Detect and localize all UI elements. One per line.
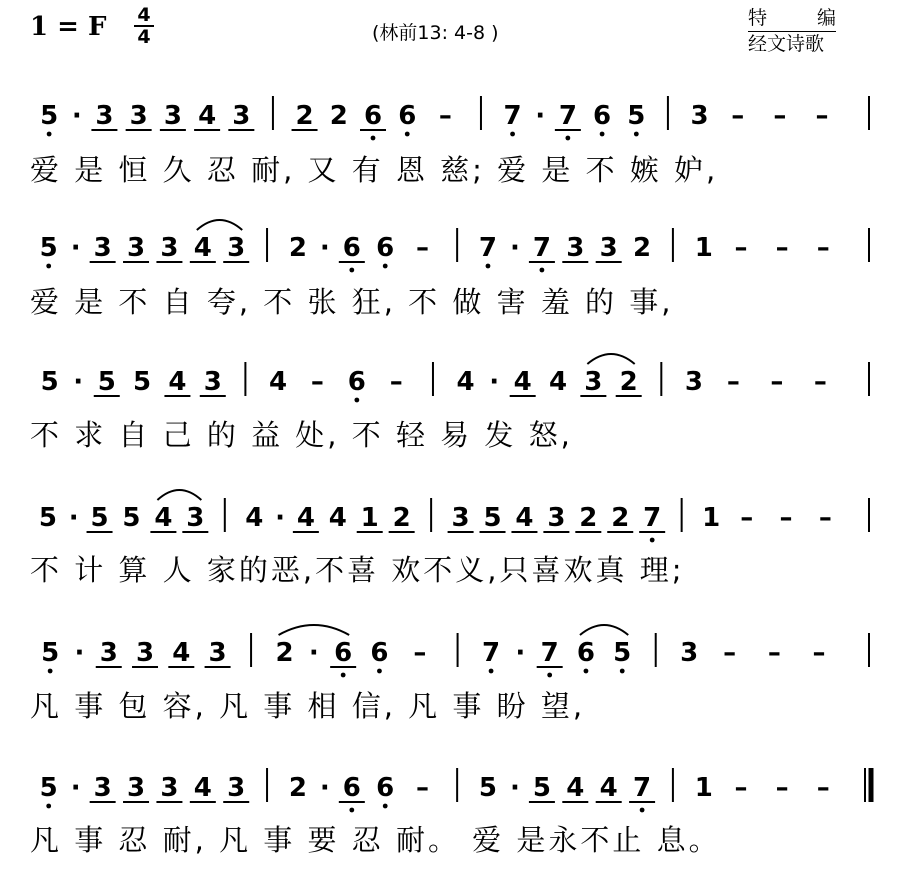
note-digit: 4 xyxy=(513,367,532,397)
note-digit: 3 xyxy=(680,638,699,668)
dash-note: – xyxy=(740,503,754,533)
dash-note: – xyxy=(816,233,830,263)
dash-note: – xyxy=(813,367,827,397)
note-digit: 5 xyxy=(483,503,502,533)
note-digit: 3 xyxy=(93,233,112,263)
dash-note: – xyxy=(415,773,429,803)
note-digit: 6 xyxy=(334,638,353,668)
lyric-line: 凡 事 忍 耐, 凡 事 要 忍 耐。 爱 是永不止 息。 xyxy=(30,823,721,857)
dash-note: – xyxy=(767,638,781,668)
note-digit: 5 xyxy=(39,233,58,263)
dash-note: – xyxy=(415,233,429,263)
note-digit: 6 xyxy=(342,233,361,263)
augmentation-dot: · xyxy=(73,367,84,397)
lyric-line: 不 计 算 人 家的恶,不喜 欢不义,只喜欢真 理; xyxy=(30,553,685,587)
note-digit: 4 xyxy=(328,503,347,533)
note-digit: 4 xyxy=(548,367,568,397)
note-digit: 3 xyxy=(126,233,146,263)
note-digit: 3 xyxy=(599,233,618,263)
note-digit: 3 xyxy=(227,773,246,803)
dash-note: – xyxy=(438,101,452,131)
note-digit: 6 xyxy=(376,773,395,803)
note-digit: 7 xyxy=(478,233,498,263)
note-digit: 3 xyxy=(232,101,251,131)
note-digit: 5 xyxy=(613,638,632,668)
note-digit: 3 xyxy=(95,101,114,131)
note-digit: 2 xyxy=(633,233,652,263)
note-digit: 3 xyxy=(584,367,603,397)
augmentation-dot: · xyxy=(319,773,330,803)
dash-note: – xyxy=(734,233,748,263)
note-digit: 2 xyxy=(392,503,411,533)
note-digit: 4 xyxy=(172,638,191,668)
augmentation-dot: · xyxy=(71,101,82,131)
note-digit: 6 xyxy=(347,367,366,397)
note-digit: 5 xyxy=(133,367,152,397)
note-digit: 2 xyxy=(579,503,598,533)
note-digit: 4 xyxy=(154,503,173,533)
dash-note: – xyxy=(812,638,826,668)
note-digit: 4 xyxy=(268,367,288,397)
lyric-line: 不 求 自 己 的 益 处, 不 轻 易 发 怒, xyxy=(30,418,573,452)
note-digit: 5 xyxy=(39,773,58,803)
note-digit: 3 xyxy=(160,773,179,803)
note-digit: 3 xyxy=(203,367,222,397)
note-digit: 5 xyxy=(40,101,59,131)
note-digit: 3 xyxy=(227,233,246,263)
augmentation-dot: · xyxy=(70,233,81,263)
note-digit: 2 xyxy=(619,367,638,397)
note-digit: 4 xyxy=(456,367,475,397)
note-digit: 1 xyxy=(694,773,713,803)
lyric-line: 凡 事 包 容, 凡 事 相 信, 凡 事 盼 望, xyxy=(30,689,586,723)
augmentation-dot: · xyxy=(489,367,500,397)
augmentation-dot: · xyxy=(68,503,79,533)
key-signature: 1 = F xyxy=(30,12,107,42)
dash-note: – xyxy=(816,773,830,803)
note-digit: 4 xyxy=(193,233,212,263)
note-digit: 7 xyxy=(633,773,652,803)
dash-note: – xyxy=(775,233,789,263)
dash-note: – xyxy=(775,773,789,803)
augmentation-dot: · xyxy=(509,233,520,263)
note-digit: 3 xyxy=(126,773,146,803)
note-digit: 6 xyxy=(593,101,612,131)
note-digit: 7 xyxy=(482,638,501,668)
note-digit: 6 xyxy=(370,638,389,668)
note-digit: 3 xyxy=(129,101,148,131)
augmentation-dot: · xyxy=(308,638,319,668)
note-digit: 6 xyxy=(342,773,361,803)
time-signature-top: 4 xyxy=(137,4,151,26)
note-digit: 4 xyxy=(515,503,534,533)
dash-note: – xyxy=(779,503,793,533)
augmentation-dot: · xyxy=(74,638,85,668)
augmentation-dot: · xyxy=(509,773,520,803)
dash-note: – xyxy=(815,101,829,131)
augmentation-dot: · xyxy=(70,773,81,803)
augmentation-dot: · xyxy=(515,638,526,668)
note-digit: 2 xyxy=(295,101,314,131)
credit-bottom-line: 经文诗歌 xyxy=(748,33,825,55)
dash-note: – xyxy=(818,503,832,533)
note-digit: 4 xyxy=(198,101,217,131)
scripture-reference: (林前13: 4-8 ) xyxy=(372,22,499,44)
credit-top-a: 特 xyxy=(748,7,768,29)
note-digit: 2 xyxy=(288,773,307,803)
note-digit: 3 xyxy=(99,638,118,668)
note-digit: 6 xyxy=(376,233,395,263)
note-digit: 2 xyxy=(288,233,307,263)
dash-note: – xyxy=(773,101,787,131)
dash-note: – xyxy=(723,638,737,668)
dash-note: – xyxy=(389,367,403,397)
note-digit: 7 xyxy=(532,233,551,263)
note-digit: 7 xyxy=(558,101,577,131)
credit-top-b: 编 xyxy=(816,7,836,29)
time-signature-bottom: 4 xyxy=(137,26,151,48)
note-digit: 3 xyxy=(566,233,585,263)
augmentation-dot: · xyxy=(275,503,286,533)
note-digit: 6 xyxy=(363,101,383,131)
note-digit: 6 xyxy=(398,101,417,131)
note-digit: 5 xyxy=(627,101,646,131)
note-digit: 4 xyxy=(296,503,315,533)
note-digit: 3 xyxy=(684,367,703,397)
augmentation-dot: · xyxy=(319,233,330,263)
note-digit: 5 xyxy=(97,367,116,397)
note-digit: 3 xyxy=(451,503,470,533)
note-digit: 3 xyxy=(186,503,205,533)
note-digit: 5 xyxy=(40,367,59,397)
note-digit: 1 xyxy=(360,503,379,533)
note-digit: 3 xyxy=(208,638,227,668)
note-digit: 4 xyxy=(168,367,187,397)
dash-note: – xyxy=(731,101,745,131)
note-digit: 4 xyxy=(599,773,618,803)
note-digit: 7 xyxy=(503,101,522,131)
note-digit: 3 xyxy=(547,503,566,533)
lyric-line: 爱 是 恒 久 忍 耐, 又 有 恩 慈; 爱 是 不 嫉 妒, xyxy=(30,153,719,187)
note-digit: 1 xyxy=(694,233,713,263)
note-digit: 5 xyxy=(41,638,60,668)
note-digit: 3 xyxy=(160,233,179,263)
lyric-line: 爱 是 不 自 夸, 不 张 狂, 不 做 害 羞 的 事, xyxy=(30,285,674,319)
note-digit: 5 xyxy=(122,503,141,533)
dash-note: – xyxy=(726,367,740,397)
note-digit: 7 xyxy=(643,503,662,533)
note-digit: 3 xyxy=(135,638,155,668)
note-digit: 3 xyxy=(163,101,182,131)
note-digit: 7 xyxy=(540,638,559,668)
note-digit: 5 xyxy=(38,503,58,533)
note-digit: 5 xyxy=(90,503,109,533)
note-digit: 2 xyxy=(329,101,348,131)
note-digit: 5 xyxy=(532,773,551,803)
note-digit: 4 xyxy=(193,773,212,803)
note-digit: 2 xyxy=(611,503,630,533)
note-digit: 4 xyxy=(245,503,264,533)
note-digit: 4 xyxy=(566,773,585,803)
dash-note: – xyxy=(310,367,324,397)
augmentation-dot: · xyxy=(535,101,546,131)
note-digit: 3 xyxy=(93,773,112,803)
note-digit: 3 xyxy=(690,101,709,131)
dash-note: – xyxy=(413,638,427,668)
note-digit: 6 xyxy=(576,638,596,668)
dash-note: – xyxy=(770,367,784,397)
dash-note: – xyxy=(734,773,748,803)
note-digit: 5 xyxy=(478,773,498,803)
note-digit: 2 xyxy=(275,638,294,668)
note-digit: 1 xyxy=(702,503,721,533)
